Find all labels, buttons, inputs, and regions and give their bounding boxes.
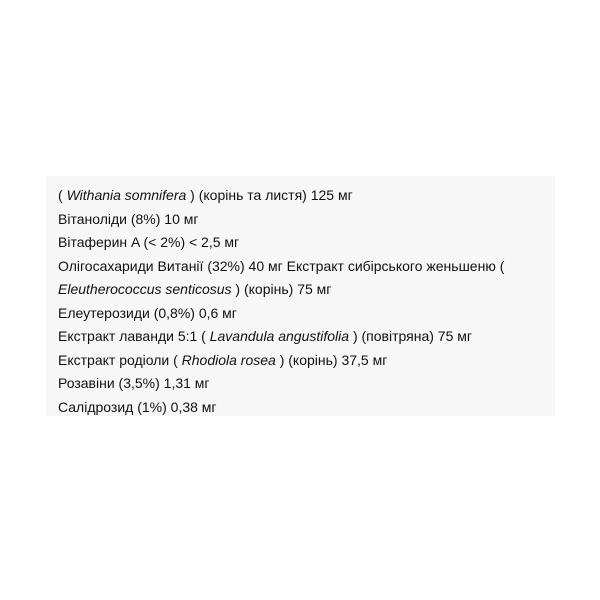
ingredient-text: Олігосахариди Витанії (32%) 40 мг Екстракт сибірського женьшеню ( xyxy=(58,257,505,274)
ingredient-line-3 xyxy=(58,231,555,255)
ingredient-text: ) (корінь) 75 мг xyxy=(231,281,332,297)
ingredient-text: Елеутерозиди (0,8%) 0,6 мг xyxy=(58,304,237,321)
ingredients-panel xyxy=(46,176,555,416)
ingredient-line-7 xyxy=(58,325,555,349)
ingredient-text: Салідрозид (1%) 0,38 мг xyxy=(58,398,217,415)
ingredient-line-1 xyxy=(58,184,555,208)
latin-name: Rhodiola rosea xyxy=(181,351,276,368)
ingredient-line-8 xyxy=(58,349,555,373)
ingredient-text: Вітаферин A (< 2%) < 2,5 мг xyxy=(58,234,240,250)
ingredient-text: ) (повітряна) 75 мг xyxy=(349,328,472,344)
latin-name: Withania somnifera xyxy=(66,187,187,203)
ingredient-line-4 xyxy=(58,255,555,279)
ingredient-text: Розавіни (3,5%) 1,31 мг xyxy=(58,375,210,391)
ingredient-text: Екстракт родіоли ( xyxy=(58,351,182,368)
ingredient-line-6 xyxy=(58,302,555,326)
ingredient-text: ) (корінь та листя) 125 мг xyxy=(186,187,353,203)
ingredient-text: ) (корінь) 37,5 мг xyxy=(275,351,388,368)
ingredient-line-10 xyxy=(58,396,555,420)
ingredient-text: Вітаноліди (8%) 10 мг xyxy=(58,210,199,227)
ingredient-line-5 xyxy=(58,278,555,302)
ingredient-text: ( xyxy=(58,187,67,203)
ingredient-line-2 xyxy=(58,208,555,232)
latin-name: Lavandula angustifolia xyxy=(209,328,350,344)
ingredient-line-9 xyxy=(58,372,555,396)
ingredient-text: Екстракт лаванди 5:1 ( xyxy=(58,328,210,344)
latin-name: Eleutherococcus senticosus xyxy=(58,281,232,297)
